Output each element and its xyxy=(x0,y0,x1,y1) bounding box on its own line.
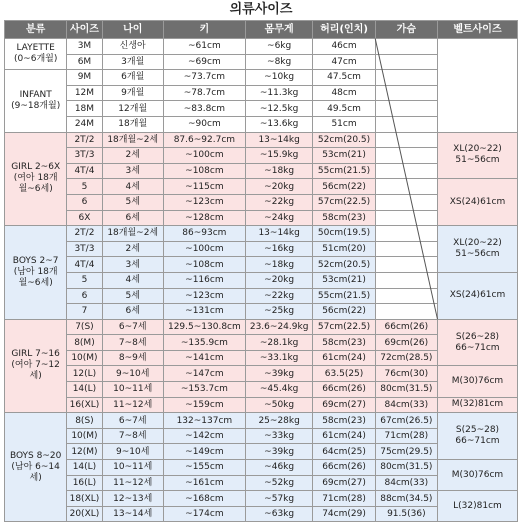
weight-cell: 13~14kg xyxy=(245,226,313,242)
waist-cell: 71cm(28) xyxy=(313,491,375,507)
chest-cell xyxy=(375,132,437,148)
age-cell: 18개월 xyxy=(102,116,163,132)
size-cell: 2T/2 xyxy=(67,226,102,242)
weight-cell: ~52kg xyxy=(245,475,313,491)
weight-cell: 13~14kg xyxy=(245,132,313,148)
belt-size-cell: M(32)81cm xyxy=(437,397,517,413)
waist-cell: 58cm(23) xyxy=(313,335,375,351)
size-cell: 5 xyxy=(67,179,102,195)
waist-cell: 50cm(19.5) xyxy=(313,226,375,242)
chest-cell xyxy=(375,116,437,132)
weight-cell: ~13.6kg xyxy=(245,116,313,132)
age-cell: 6개월 xyxy=(102,70,163,86)
size-cell: 8(M) xyxy=(67,335,102,351)
height-cell: ~155cm xyxy=(163,460,245,476)
chest-cell xyxy=(375,272,437,288)
height-cell: ~123cm xyxy=(163,194,245,210)
size-cell: 12(L) xyxy=(67,366,102,382)
height-cell: ~135.9cm xyxy=(163,335,245,351)
weight-cell: ~10kg xyxy=(245,70,313,86)
height-cell: ~116cm xyxy=(163,272,245,288)
age-cell: 7~8세 xyxy=(102,335,163,351)
chest-cell: 69cm(26) xyxy=(375,335,437,351)
table-row xyxy=(5,179,518,195)
header-category: 분류 xyxy=(5,21,67,39)
waist-cell: 69cm(27) xyxy=(313,397,375,413)
age-cell: 신생아 xyxy=(102,39,163,55)
age-cell: 4세 xyxy=(102,272,163,288)
height-cell: ~168cm xyxy=(163,491,245,507)
height-cell: ~115cm xyxy=(163,179,245,195)
chest-cell xyxy=(375,39,437,55)
height-cell: 129.5~130.8cm xyxy=(163,319,245,335)
age-cell: 2세 xyxy=(102,148,163,164)
waist-cell: 57cm(22.5) xyxy=(313,319,375,335)
age-cell: 18개월~2세 xyxy=(102,132,163,148)
age-cell: 13~14세 xyxy=(102,506,163,522)
size-cell: 24M xyxy=(67,116,102,132)
height-cell: ~78.7cm xyxy=(163,85,245,101)
weight-cell: ~22kg xyxy=(245,288,313,304)
table-row xyxy=(5,39,518,55)
waist-cell: 57cm(22.5) xyxy=(313,194,375,210)
weight-cell: 23.6~24.9kg xyxy=(245,319,313,335)
belt-size-cell: XL(20~22) 51~56cm xyxy=(437,132,517,179)
weight-cell: ~18kg xyxy=(245,163,313,179)
waist-cell: 48cm xyxy=(313,85,375,101)
height-cell: ~153.7cm xyxy=(163,382,245,398)
age-cell: 9~10세 xyxy=(102,444,163,460)
height-cell: ~131cm xyxy=(163,304,245,320)
category-cell: GIRL 7~16 (여아 7~12 세) xyxy=(5,319,67,413)
waist-cell: 55cm(21.5) xyxy=(313,288,375,304)
size-cell: 10(M) xyxy=(67,428,102,444)
age-cell: 4세 xyxy=(102,179,163,195)
size-cell: 16(XL) xyxy=(67,397,102,413)
size-cell: 20(XL) xyxy=(67,506,102,522)
waist-cell: 64cm(25) xyxy=(313,444,375,460)
size-cell: 3M xyxy=(67,39,102,55)
category-cell: INFANT (9~18개월) xyxy=(5,70,67,132)
weight-cell: ~46kg xyxy=(245,460,313,476)
chest-cell xyxy=(375,226,437,242)
chest-cell: 84cm(33) xyxy=(375,475,437,491)
table-row xyxy=(5,397,518,413)
waist-cell: 47.5cm xyxy=(313,70,375,86)
table-row xyxy=(5,366,518,382)
header-size: 사이즈 xyxy=(67,21,102,39)
size-cell: 7 xyxy=(67,304,102,320)
header-belt: 벨트사이즈 xyxy=(437,21,517,39)
waist-cell: 49.5cm xyxy=(313,101,375,117)
age-cell: 6~7세 xyxy=(102,413,163,429)
waist-cell: 51cm(20) xyxy=(313,241,375,257)
weight-cell: ~8kg xyxy=(245,54,313,70)
chest-cell xyxy=(375,179,437,195)
height-cell: ~149cm xyxy=(163,444,245,460)
height-cell: 86~93cm xyxy=(163,226,245,242)
height-cell: ~141cm xyxy=(163,350,245,366)
weight-cell: ~50kg xyxy=(245,397,313,413)
weight-cell: ~18kg xyxy=(245,257,313,273)
age-cell: 11~12세 xyxy=(102,475,163,491)
size-cell: 7(S) xyxy=(67,319,102,335)
chest-cell xyxy=(375,194,437,210)
chest-cell xyxy=(375,148,437,164)
waist-cell: 55cm(21.5) xyxy=(313,163,375,179)
height-cell: ~174cm xyxy=(163,506,245,522)
size-cell: 9M xyxy=(67,70,102,86)
age-cell: 3세 xyxy=(102,257,163,273)
size-cell: 4T/4 xyxy=(67,257,102,273)
chest-cell: 71cm(28) xyxy=(375,428,437,444)
age-cell: 11~12세 xyxy=(102,397,163,413)
height-cell: ~128cm xyxy=(163,210,245,226)
header-chest: 가슴 xyxy=(375,21,437,39)
age-cell: 9개월 xyxy=(102,85,163,101)
weight-cell: ~20kg xyxy=(245,179,313,195)
age-cell: 12~13세 xyxy=(102,491,163,507)
weight-cell: ~12.5kg xyxy=(245,101,313,117)
height-cell: ~142cm xyxy=(163,428,245,444)
chest-cell xyxy=(375,163,437,179)
height-cell: 87.6~92.7cm xyxy=(163,132,245,148)
height-cell: ~83.8cm xyxy=(163,101,245,117)
size-cell: 14(L) xyxy=(67,460,102,476)
belt-size-cell: S(26~28) 66~71cm xyxy=(437,319,517,366)
waist-cell: 58cm(23) xyxy=(313,210,375,226)
table-row xyxy=(5,491,518,507)
size-cell: 4T/4 xyxy=(67,163,102,179)
chest-cell xyxy=(375,85,437,101)
table-row xyxy=(5,226,518,242)
weight-cell: 25~28kg xyxy=(245,413,313,429)
table-row xyxy=(5,132,518,148)
waist-cell: 51cm xyxy=(313,116,375,132)
chest-cell: 72cm(28.5) xyxy=(375,350,437,366)
chest-cell xyxy=(375,70,437,86)
age-cell: 9~10세 xyxy=(102,366,163,382)
weight-cell: ~24kg xyxy=(245,210,313,226)
height-cell: ~123cm xyxy=(163,288,245,304)
height-cell: ~147cm xyxy=(163,366,245,382)
chest-cell xyxy=(375,54,437,70)
waist-cell: 47cm xyxy=(313,54,375,70)
height-cell: ~90cm xyxy=(163,116,245,132)
weight-cell: ~39kg xyxy=(245,366,313,382)
weight-cell: ~33kg xyxy=(245,428,313,444)
height-cell: ~73.7cm xyxy=(163,70,245,86)
age-cell: 6~7세 xyxy=(102,319,163,335)
waist-cell: 52cm(20.5) xyxy=(313,132,375,148)
waist-cell: 61cm(24) xyxy=(313,428,375,444)
page-title: 의류사이즈 xyxy=(229,2,293,17)
size-cell: 3T/3 xyxy=(67,148,102,164)
waist-cell: 56cm(22) xyxy=(313,304,375,320)
size-cell: 12(M) xyxy=(67,444,102,460)
chest-cell: 66cm(26) xyxy=(375,319,437,335)
height-cell: 132~137cm xyxy=(163,413,245,429)
belt-size-cell: M(30)76cm xyxy=(437,460,517,491)
belt-size-cell: M(30)76cm xyxy=(437,366,517,397)
chest-cell xyxy=(375,101,437,117)
waist-cell: 66cm(26) xyxy=(313,382,375,398)
size-cell: 6X xyxy=(67,210,102,226)
weight-cell: ~11.3kg xyxy=(245,85,313,101)
header-waist: 허리(인치) xyxy=(313,21,375,39)
size-cell: 6M xyxy=(67,54,102,70)
waist-cell: 53cm(21) xyxy=(313,272,375,288)
size-cell: 6 xyxy=(67,288,102,304)
waist-cell: 63.5(25) xyxy=(313,366,375,382)
weight-cell: ~63kg xyxy=(245,506,313,522)
size-cell: 6 xyxy=(67,194,102,210)
header-row xyxy=(5,21,518,39)
category-cell: BOYS 8~20 (남아 6~14 세) xyxy=(5,413,67,522)
age-cell: 6세 xyxy=(102,304,163,320)
age-cell: 18개월~2세 xyxy=(102,226,163,242)
height-cell: ~100cm xyxy=(163,241,245,257)
chest-cell: 88cm(34.5) xyxy=(375,491,437,507)
chest-cell: 76cm(30) xyxy=(375,366,437,382)
chest-cell xyxy=(375,210,437,226)
header-age: 나이 xyxy=(102,21,163,39)
belt-size-cell: XS(24)61cm xyxy=(437,179,517,226)
size-cell: 16(L) xyxy=(67,475,102,491)
size-cell: 18M xyxy=(67,101,102,117)
belt-size-cell: XL(20~22) 51~56cm xyxy=(437,226,517,273)
belt-cell-empty xyxy=(437,39,517,133)
size-cell: 8(S) xyxy=(67,413,102,429)
waist-cell: 69cm(27) xyxy=(313,475,375,491)
weight-cell: ~45.4kg xyxy=(245,382,313,398)
height-cell: ~159cm xyxy=(163,397,245,413)
weight-cell: ~15.9kg xyxy=(245,148,313,164)
waist-cell: 53cm(21) xyxy=(313,148,375,164)
weight-cell: ~57kg xyxy=(245,491,313,507)
age-cell: 5세 xyxy=(102,194,163,210)
chest-cell xyxy=(375,304,437,320)
waist-cell: 46cm xyxy=(313,39,375,55)
header-weight: 몸무게 xyxy=(245,21,313,39)
size-cell: 14(L) xyxy=(67,382,102,398)
waist-cell: 74cm(29) xyxy=(313,506,375,522)
chest-cell xyxy=(375,241,437,257)
age-cell: 3개월 xyxy=(102,54,163,70)
weight-cell: ~6kg xyxy=(245,39,313,55)
belt-size-cell: L(32)81cm xyxy=(437,491,517,522)
table-row xyxy=(5,413,518,429)
age-cell: 12개월 xyxy=(102,101,163,117)
size-cell: 10(M) xyxy=(67,350,102,366)
chest-cell: 91.5(36) xyxy=(375,506,437,522)
chest-cell: 67cm(26.5) xyxy=(375,413,437,429)
waist-cell: 52cm(20.5) xyxy=(313,257,375,273)
height-cell: ~108cm xyxy=(163,257,245,273)
age-cell: 8~9세 xyxy=(102,350,163,366)
height-cell: ~100cm xyxy=(163,148,245,164)
table-row xyxy=(5,319,518,335)
size-cell: 12M xyxy=(67,85,102,101)
weight-cell: ~25kg xyxy=(245,304,313,320)
weight-cell: ~20kg xyxy=(245,272,313,288)
category-cell: BOYS 2~7 (남아 18개 월~6세) xyxy=(5,226,67,320)
size-cell: 5 xyxy=(67,272,102,288)
chest-cell xyxy=(375,288,437,304)
weight-cell: ~39kg xyxy=(245,444,313,460)
age-cell: 10~11세 xyxy=(102,460,163,476)
weight-cell: ~16kg xyxy=(245,241,313,257)
chest-cell: 80cm(31.5) xyxy=(375,382,437,398)
weight-cell: ~28.1kg xyxy=(245,335,313,351)
chest-cell: 75cm(29.5) xyxy=(375,444,437,460)
waist-cell: 66cm(26) xyxy=(313,460,375,476)
size-cell: 2T/2 xyxy=(67,132,102,148)
weight-cell: ~22kg xyxy=(245,194,313,210)
chest-cell xyxy=(375,257,437,273)
table-row xyxy=(5,460,518,476)
waist-cell: 61cm(24) xyxy=(313,350,375,366)
waist-cell: 56cm(22) xyxy=(313,179,375,195)
age-cell: 5세 xyxy=(102,288,163,304)
category-cell: LAYETTE (0~6개월) xyxy=(5,39,67,70)
belt-size-cell: XS(24)61cm xyxy=(437,272,517,319)
age-cell: 10~11세 xyxy=(102,382,163,398)
size-table xyxy=(4,20,518,522)
category-cell: GIRL 2~6X (여아 18개 월~6세) xyxy=(5,132,67,226)
belt-size-cell: S(25~28) 66~71cm xyxy=(437,413,517,460)
waist-cell: 58cm(23) xyxy=(313,413,375,429)
header-height: 키 xyxy=(163,21,245,39)
age-cell: 2세 xyxy=(102,241,163,257)
table-row xyxy=(5,272,518,288)
height-cell: ~161cm xyxy=(163,475,245,491)
size-cell: 18(XL) xyxy=(67,491,102,507)
chest-cell: 80cm(31.5) xyxy=(375,460,437,476)
age-cell: 3세 xyxy=(102,163,163,179)
age-cell: 7~8세 xyxy=(102,428,163,444)
weight-cell: ~33.1kg xyxy=(245,350,313,366)
height-cell: ~108cm xyxy=(163,163,245,179)
chest-cell: 84cm(33) xyxy=(375,397,437,413)
size-cell: 3T/3 xyxy=(67,241,102,257)
height-cell: ~61cm xyxy=(163,39,245,55)
age-cell: 6세 xyxy=(102,210,163,226)
height-cell: ~69cm xyxy=(163,54,245,70)
